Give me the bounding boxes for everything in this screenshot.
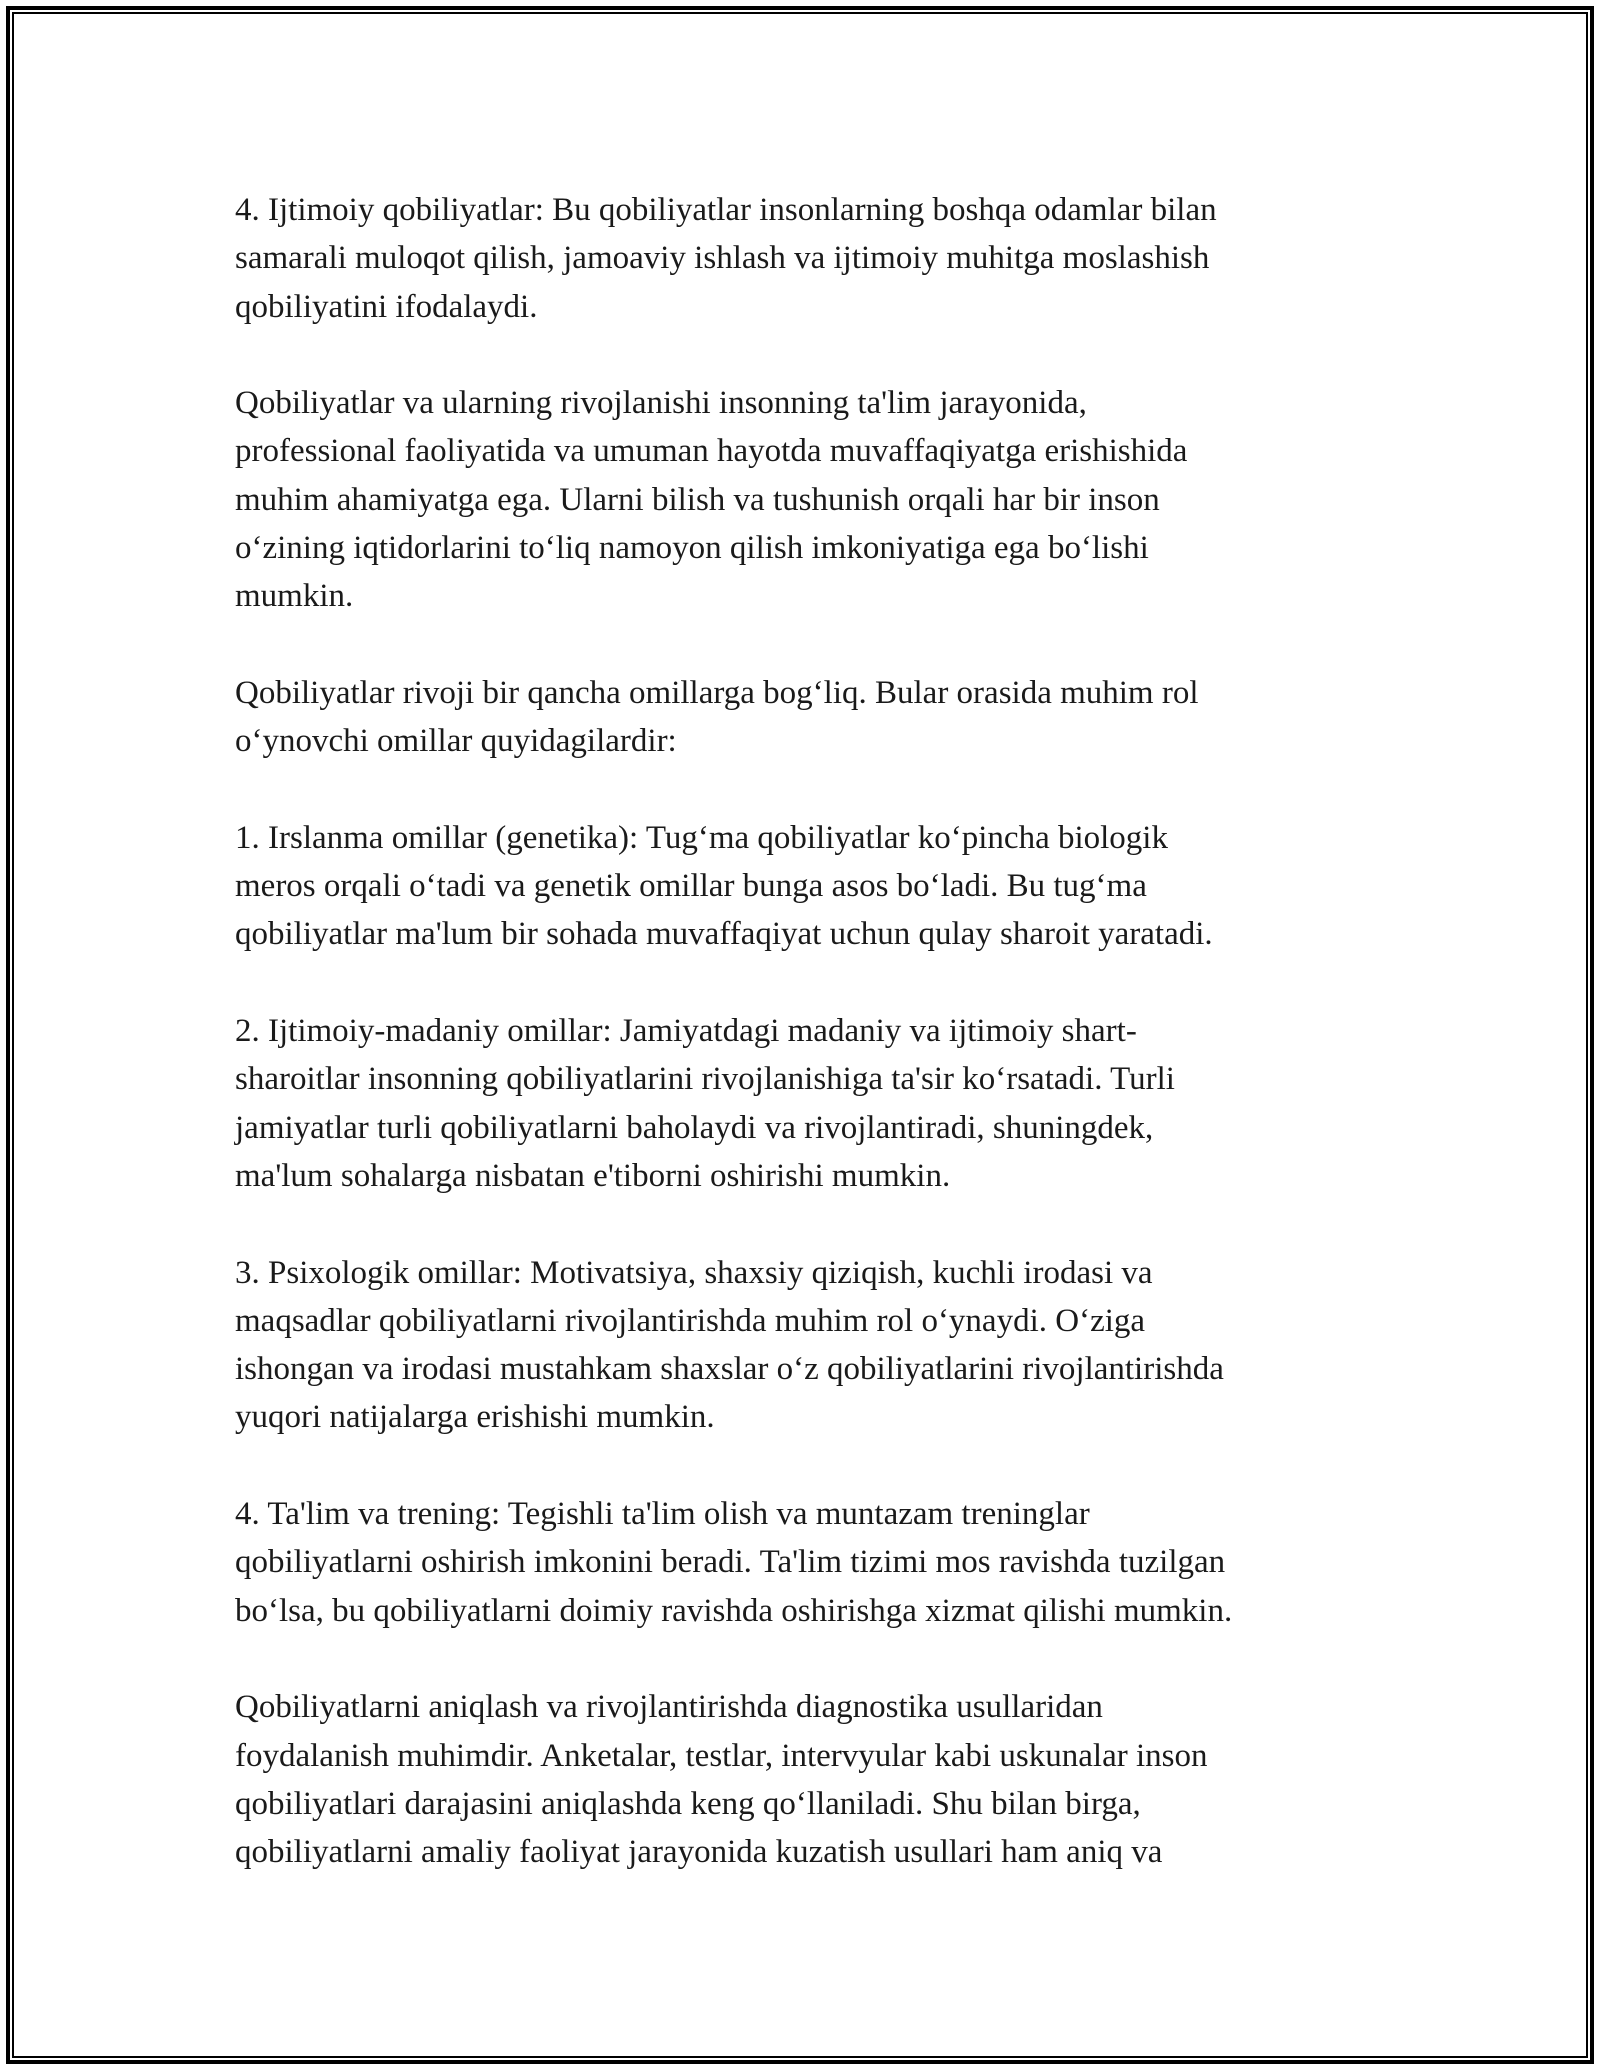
text-line: 2. Ijtimoiy-madaniy omillar: Jamiyatdagi madaniy va ijtimoiy shart- bbox=[235, 1013, 1137, 1050]
text-line: qobiliyatlari darajasini aniqlashda keng qo‘llaniladi. Shu bilan birga, bbox=[235, 1785, 1141, 1822]
paragraph-psychological-factors bbox=[235, 1249, 1365, 1442]
text-line: meros orqali o‘tadi va genetik omillar bunga asos bo‘ladi. Bu tug‘ma bbox=[235, 868, 1147, 905]
paragraph-sociocultural-factors bbox=[235, 1007, 1365, 1200]
text-line: maqsadlar qobiliyatlarni rivojlantirishda muhim rol o‘ynaydi. O‘ziga bbox=[235, 1302, 1146, 1339]
paragraph-social-abilities bbox=[235, 186, 1365, 331]
text-line: foydalanish muhimdir. Anketalar, testlar, intervyular kabi uskunalar inson bbox=[235, 1737, 1208, 1774]
text-line: bo‘lsa, bu qobiliyatlarni doimiy ravishda oshirishga xizmat qilishi mumkin. bbox=[235, 1592, 1233, 1629]
paragraph-education-training bbox=[235, 1490, 1365, 1635]
text-line: yuqori natijalarga erishishi mumkin. bbox=[235, 1399, 715, 1436]
text-line: sharoitlar insonning qobiliyatlarini rivojlanishiga ta'sir ko‘rsatadi. Turli bbox=[235, 1061, 1175, 1098]
paragraph-factors-intro bbox=[235, 669, 1365, 766]
text-line: ishongan va irodasi mustahkam shaxslar o‘z qobiliyatlarini rivojlantirishda bbox=[235, 1351, 1224, 1388]
text-line: Qobiliyatlar va ularning rivojlanishi insonning ta'lim jarayonida, bbox=[235, 385, 1087, 422]
text-line: Qobiliyatlar rivoji bir qancha omillarga bog‘liq. Bular orasida muhim rol bbox=[235, 674, 1199, 711]
text-line: 1. Irslanma omillar (genetika): Tug‘ma qobiliyatlar ko‘pincha biologik bbox=[235, 819, 1168, 856]
paragraph-abilities-importance bbox=[235, 379, 1365, 620]
paragraph-genetic-factors bbox=[235, 814, 1365, 959]
text-line: qobiliyatlarni amaliy faoliyat jarayonida kuzatish usullari ham aniq va bbox=[235, 1834, 1163, 1871]
text-line: 4. Ta'lim va trening: Tegishli ta'lim olish va muntazam treninglar bbox=[235, 1496, 1090, 1533]
text-line: o‘zining iqtidorlarini to‘liq namoyon qilish imkoniyatiga ega bo‘lishi bbox=[235, 530, 1149, 567]
text-line: o‘ynovchi omillar quyidagilardir: bbox=[235, 723, 677, 760]
text-line: qobiliyatlarni oshirish imkonini beradi. Ta'lim tizimi mos ravishda tuzilgan bbox=[235, 1544, 1226, 1581]
text-line: mumkin. bbox=[235, 578, 354, 615]
document-body bbox=[235, 186, 1365, 1876]
text-line: professional faoliyatida va umuman hayotda muvaffaqiyatga erishishida bbox=[235, 433, 1188, 470]
text-line: Qobiliyatlarni aniqlash va rivojlantirishda diagnostika usullaridan bbox=[235, 1689, 1103, 1726]
text-line: qobiliyatini ifodalaydi. bbox=[235, 288, 538, 325]
text-line: samarali muloqot qilish, jamoaviy ishlash va ijtimoiy muhitga moslashish bbox=[235, 240, 1210, 277]
text-line: 3. Psixologik omillar: Motivatsiya, shaxsiy qiziqish, kuchli irodasi va bbox=[235, 1254, 1153, 1291]
text-line: 4. Ijtimoiy qobiliyatlar: Bu qobiliyatlar insonlarning boshqa odamlar bilan bbox=[235, 192, 1217, 228]
text-line: muhim ahamiyatga ega. Ularni bilish va tushunish orqali har bir inson bbox=[235, 481, 1160, 518]
paragraph-diagnostics bbox=[235, 1683, 1365, 1876]
text-line: ma'lum sohalarga nisbatan e'tiborni oshirishi mumkin. bbox=[235, 1157, 951, 1194]
text-line: qobiliyatlar ma'lum bir sohada muvaffaqiyat uchun qulay sharoit yaratadi. bbox=[235, 916, 1213, 953]
text-line: jamiyatlar turli qobiliyatlarni baholaydi va rivojlantiradi, shuningdek, bbox=[235, 1109, 1154, 1146]
